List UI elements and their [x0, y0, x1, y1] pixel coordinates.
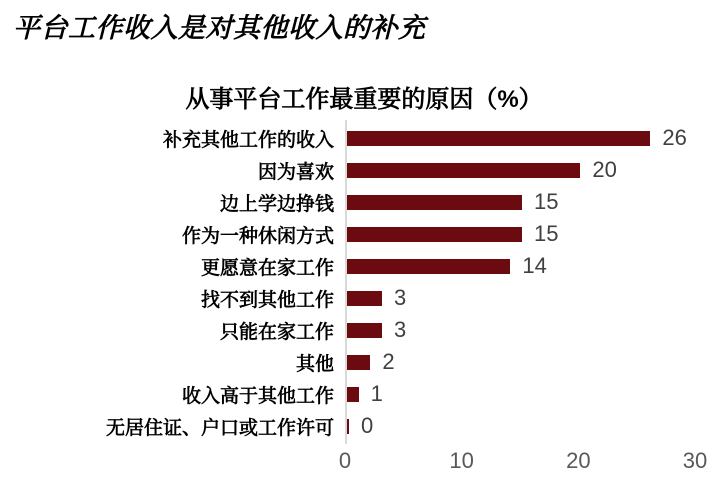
bar-row — [0, 154, 728, 186]
bar-track — [338, 282, 728, 314]
bar-track — [338, 250, 728, 282]
bar-track — [338, 410, 728, 442]
value-label: 0 — [361, 413, 374, 438]
value-label: 3 — [394, 285, 407, 310]
chart-title: 从事平台工作最重要的原因（%） — [185, 86, 543, 113]
bar-row — [0, 410, 728, 442]
category-label: 只能在家工作 — [219, 321, 334, 343]
value-label: 1 — [370, 381, 383, 406]
value-label: 26 — [662, 125, 687, 150]
category-label: 边上学边挣钱 — [219, 193, 334, 215]
bar-track — [338, 314, 728, 346]
category-label: 找不到其他工作 — [200, 289, 334, 311]
bar-rows — [0, 122, 728, 442]
value-label: 2 — [382, 349, 395, 374]
bar — [347, 259, 510, 274]
value-label: 15 — [534, 189, 559, 214]
bar-row — [0, 218, 728, 250]
category-label: 作为一种休闲方式 — [181, 225, 334, 247]
category-label: 其他 — [295, 353, 334, 375]
bar — [347, 323, 382, 338]
plot-area — [0, 122, 728, 482]
bar — [347, 419, 349, 434]
bar — [347, 227, 522, 242]
value-label: 14 — [522, 253, 547, 278]
x-axis-tick-label: 20 — [566, 448, 591, 473]
bar — [347, 131, 650, 146]
bar — [347, 387, 359, 402]
bar — [347, 355, 370, 370]
value-label: 15 — [534, 221, 559, 246]
bar-track — [338, 378, 728, 410]
bar-row — [0, 346, 728, 378]
bar-track — [338, 122, 728, 154]
bar-row — [0, 378, 728, 410]
category-label: 因为喜欢 — [257, 161, 334, 183]
bar — [347, 291, 382, 306]
bar — [347, 163, 580, 178]
bar — [347, 195, 522, 210]
bar-row — [0, 314, 728, 346]
category-label: 收入高于其他工作 — [181, 385, 334, 407]
x-axis-tick-label: 30 — [682, 448, 708, 473]
bar-track — [338, 218, 728, 250]
bar-track — [338, 154, 728, 186]
bar-row — [0, 122, 728, 154]
category-label: 补充其他工作的收入 — [162, 129, 334, 151]
value-label: 20 — [592, 157, 617, 182]
x-axis-tick-label: 10 — [449, 448, 474, 473]
page-title: 平台工作收入是对其他收入的补充 — [13, 13, 426, 43]
bar-row — [0, 250, 728, 282]
x-axis-tick-label: 0 — [338, 448, 352, 473]
bar-track — [338, 346, 728, 378]
category-label: 无居住证、户口或工作许可 — [105, 417, 334, 439]
x-axis — [0, 448, 728, 478]
bar-track — [338, 186, 728, 218]
bar-row — [0, 282, 728, 314]
bar-row — [0, 186, 728, 218]
category-label: 更愿意在家工作 — [200, 257, 334, 279]
value-label: 3 — [394, 317, 407, 342]
